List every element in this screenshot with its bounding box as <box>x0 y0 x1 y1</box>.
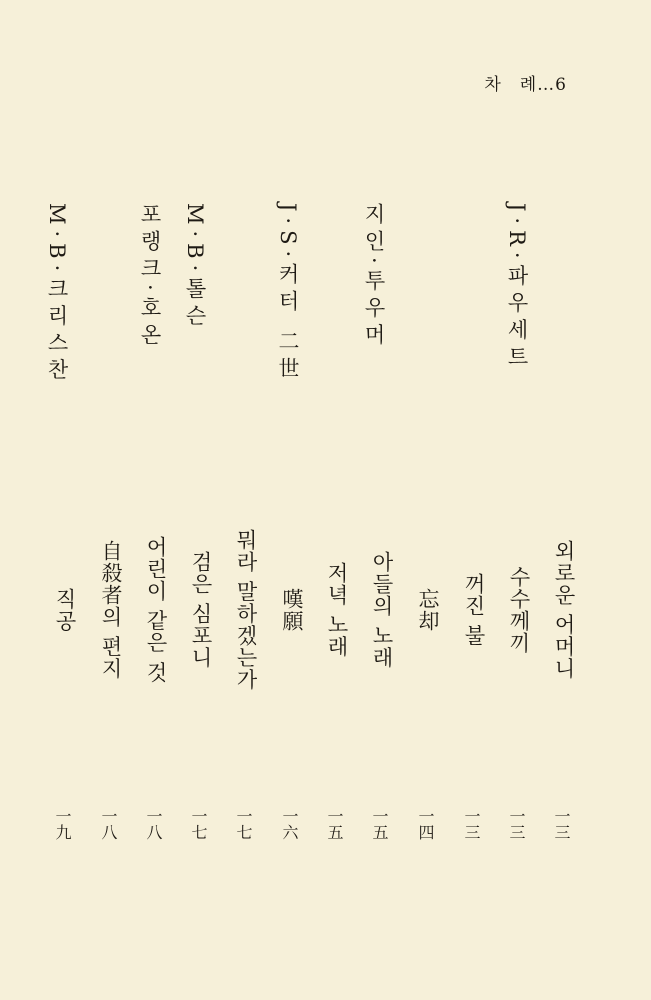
entry-page: 一八 <box>99 808 118 840</box>
toc-entry[interactable] <box>505 420 529 800</box>
entry-page: 一三 <box>462 808 481 840</box>
toc-entry[interactable] <box>460 420 484 800</box>
entry-page: 一三 <box>507 808 526 840</box>
toc-entry[interactable] <box>97 420 121 800</box>
author-tolson: M·B·톨슨 <box>183 203 207 332</box>
entry-title: 嘆願 <box>280 588 304 632</box>
entry-title: 외로운 어머니 <box>552 540 576 680</box>
toc-entry[interactable] <box>278 420 302 800</box>
entry-page: 一八 <box>144 808 163 840</box>
header-page-number: 례…6 <box>519 75 567 95</box>
entry-title: 직공 <box>53 588 77 632</box>
entry-title: 아들의 노래 <box>370 551 394 669</box>
toc-entry[interactable] <box>368 420 392 800</box>
toc-entry[interactable] <box>414 420 438 800</box>
entry-title: 꺼진 불 <box>462 573 486 647</box>
toc-entry[interactable] <box>51 420 75 800</box>
entry-page: 一七 <box>189 808 208 840</box>
entry-page: 一七 <box>234 808 253 840</box>
entry-title: 뭐라 말하겠는가 <box>234 529 258 691</box>
toc-entry[interactable] <box>550 420 574 800</box>
entry-title: 검은 심포니 <box>189 551 213 669</box>
entry-page: 一三 <box>552 808 571 840</box>
toc-entry[interactable] <box>323 420 347 800</box>
header-label: 차 <box>484 75 502 95</box>
entry-title: 忘却 <box>416 588 440 632</box>
author-toomer: 지인·투우머 <box>362 203 386 351</box>
entry-title: 自殺者의 편지 <box>99 540 123 680</box>
entry-title: 어린이 같은 것 <box>144 536 168 684</box>
entry-page: 一五 <box>370 808 389 840</box>
author-christian: M·B·크리스찬 <box>45 203 69 386</box>
entry-title: 수수께끼 <box>507 566 531 654</box>
entry-title: 저녁 노래 <box>325 562 349 658</box>
entry-page: 一四 <box>416 808 435 840</box>
toc-entry[interactable] <box>142 420 166 800</box>
author-powsett: J·R·파우세트 <box>505 203 529 373</box>
entry-page: 一五 <box>325 808 344 840</box>
entry-page: 一九 <box>53 808 72 840</box>
author-cutter: J·S·커터 二世 <box>276 203 300 384</box>
toc-entry[interactable] <box>232 420 256 800</box>
entry-page: 一六 <box>280 808 299 840</box>
author-horne: 포랭크·호온 <box>138 203 162 351</box>
page-header <box>484 70 567 95</box>
toc-entry[interactable] <box>187 420 211 800</box>
